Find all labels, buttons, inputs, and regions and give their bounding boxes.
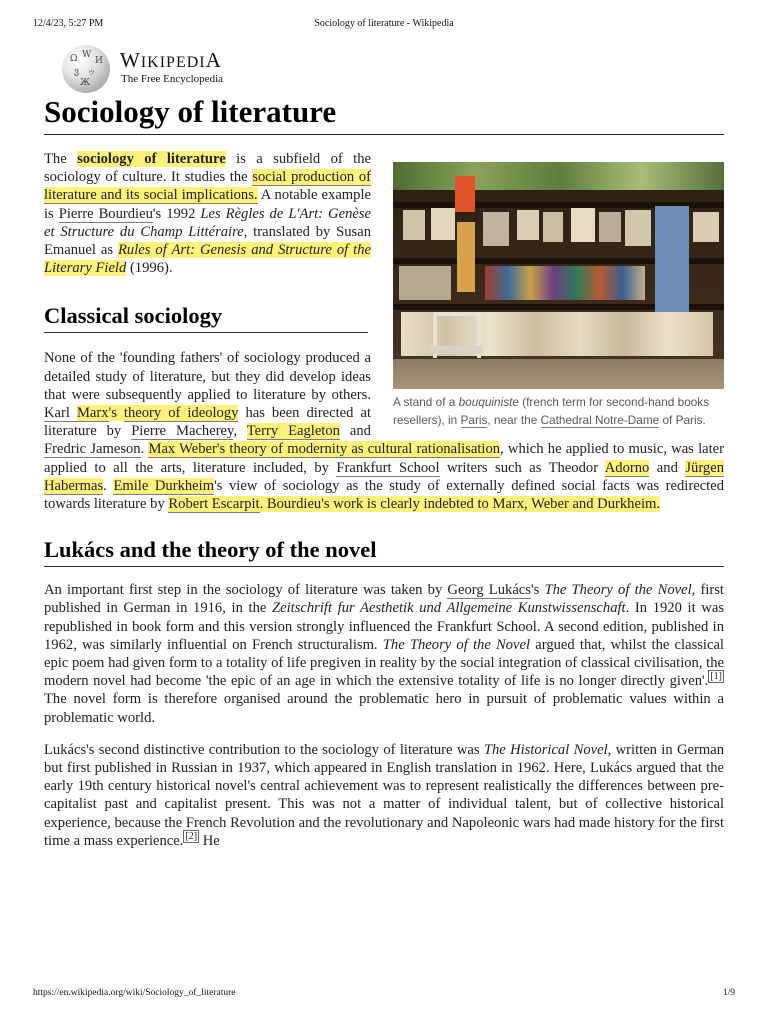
highlight-rules-of-art: Rules of Art: Genesis and Structure of the Literary Field <box>44 242 372 277</box>
print-footer <box>33 988 735 1002</box>
caption-link-notre-dame[interactable]: Cathedral Notre-Dame <box>540 413 660 427</box>
link-frankfurt-school[interactable]: Frankfurt School <box>336 459 440 476</box>
link-social-production[interactable]: social production of literature and its social implications. <box>44 169 371 204</box>
link-karl[interactable]: Karl <box>44 405 77 422</box>
wikipedia-globe-icon: Ω W И ვ ゥ Ж <box>62 45 110 93</box>
reference-1[interactable]: [1] <box>710 671 722 683</box>
link-adorno[interactable]: Adorno <box>604 459 650 476</box>
link-max-weber-theory[interactable]: Max Weber's theory of modernity as cultural rationalisation <box>148 441 501 458</box>
print-page-number: 1/9 <box>722 988 735 998</box>
link-theory-of-ideology[interactable]: theory of ideology <box>123 405 239 422</box>
article-figure <box>393 162 724 429</box>
print-url: https://en.wikipedia.org/wiki/Sociology_of_literature <box>33 988 236 998</box>
link-marx[interactable]: Marx <box>76 405 109 422</box>
print-timestamp: 12/4/23, 5:27 PM <box>33 18 104 29</box>
heading-lukacs-theory-novel: Lukács and the theory of the novel <box>44 535 724 567</box>
link-emile-durkheim[interactable]: Emile Durkheim <box>113 477 215 494</box>
wikipedia-tagline: The Free Encyclopedia <box>121 73 224 85</box>
link-terry-eagleton[interactable]: Terry Eagleton <box>246 423 340 440</box>
bouquiniste-photo[interactable] <box>393 162 724 389</box>
intro-paragraph: The sociology of literature is a subfield of the sociology of culture. It studies the social production of literature and its social implications. A notable example is Pierre Bourdieu's 1992 Les Règles de L'Art: Genèse et Structure du Champ Littéraire, translated by Susan Emanuel as Rules of Art: Genesis and Structure of the Literary Field (1996). <box>44 151 372 277</box>
reference-2[interactable]: [2] <box>185 831 198 843</box>
print-header <box>33 18 735 32</box>
caption-link-paris[interactable]: Paris <box>460 413 488 427</box>
lukacs-paragraph-2: Lukács's second distinctive contribution to the sociology of literature was The Historical Novel, written in German but first published in Russian in 1937, which appeared in English translation in 1962. Here, Lukács argued that the early 19th century historical novel's central achievement was to represent realistically the differences between pre-capitalist past and capitalist present. This was not a matter of individual talent, but of collective historical experience, because the French Revolution and the revolutionary and Napoleonic wars had made history for the first time a mass experience. [2] He <box>44 741 724 849</box>
figure-caption: A stand of a bouquiniste (french term for second-hand books resellers), in Paris, near the Cathedral Notre-Dame of Paris. <box>393 395 710 427</box>
link-georg-lukacs[interactable]: Georg Lukács <box>447 582 531 599</box>
link-fredric-jameson[interactable]: Fredric Jameson <box>44 441 141 458</box>
wikipedia-wordmark: WIKIPEDIA <box>120 48 222 72</box>
highlight-bourdieu-indebted: Bourdieu's work is clearly indebted to Marx, Weber and Durkheim. <box>266 496 660 513</box>
bold-term: sociology of literature <box>77 151 226 167</box>
link-pierre-bourdieu[interactable]: Pierre Bourdieu <box>58 205 153 222</box>
heading-classical-sociology: Classical sociology <box>44 301 368 333</box>
lukacs-paragraph-1: An important first step in the sociology of literature was taken by Georg Lukács's The Theory of the Novel, first published in German in 1916, in the Zeitschrift fur Aesthetik und Allgemeine Kunstwissenschaft. In 1920 it was republished in book form and this version strongly influenced the Frankfurt School. A second edition, published in 1962, was similarly influential on French structuralism. The Theory of the Novel argued that, whilst the classical epic poem had given form to a totality of life pregiven in reality by the social integration of classical civilisation, the modern novel had become 'the epic of an age in which the extensive totality of life is no longer directly given'. [1] The novel form is therefore organised around the problematic hero in pursuit of problematic values within a problematic world. <box>44 582 724 726</box>
link-robert-escarpit[interactable]: Robert Escarpit <box>168 496 260 513</box>
article-content <box>44 150 724 864</box>
link-jurgen-habermas[interactable]: Jürgen Habermas <box>44 459 725 494</box>
classical-paragraph: None of the 'founding fathers' of sociology produced a detailed study of literature, but they did develop ideas that were subsequently applied to literature by others. Karl Marx's theory of ideology has been directed at literature by Pierre Macherey, Terry Eagleton and Fredric Jameson. Max Weber's theory of modernity as cultural rationalisation, which he applied to music, was later applied to all the arts, literature included, by Frankfurt School writers such as Theodor Adorno and Jürgen Habermas. Emile Durkheim's view of sociology as the study of externally defined social facts was redirected towards literature by Robert Escarpit. Bourdieu's work is clearly indebted to Marx, Weber and Durkheim. <box>44 350 725 513</box>
link-pierre-macherey[interactable]: Pierre Macherey <box>131 423 234 440</box>
print-doc-title: Sociology of literature - Wikipedia <box>314 18 454 29</box>
page-title: Sociology of literature <box>44 92 724 135</box>
